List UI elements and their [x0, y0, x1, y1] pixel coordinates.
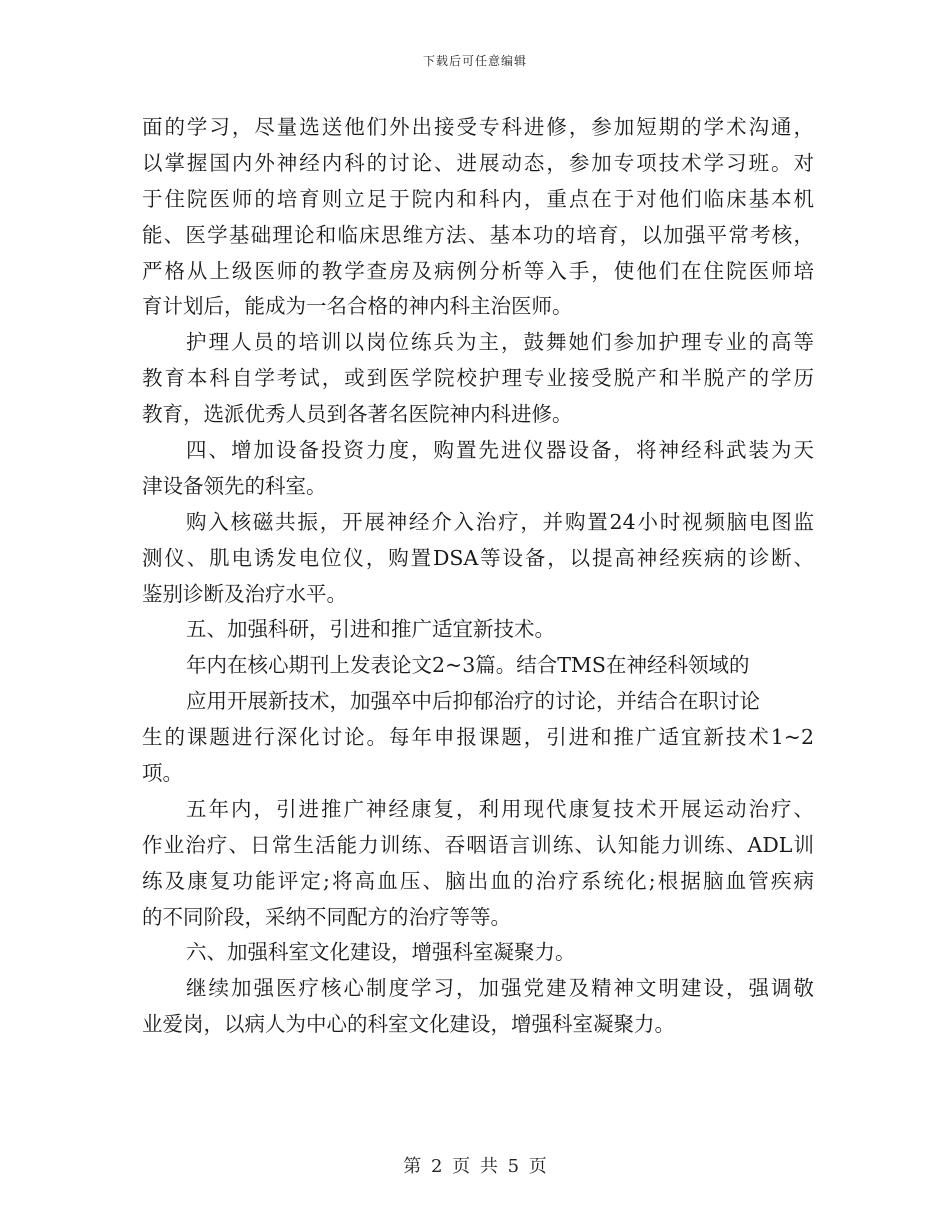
- page-header: 下载后可任意编辑: [422, 54, 527, 68]
- text-line: 能、医学基础理论和临床思维方法、基本功的培育，以加强平常考核，: [142, 222, 814, 247]
- page-number-footer: 第 2 页 共 5 页: [403, 1156, 547, 1177]
- text-line: 项。: [142, 761, 183, 786]
- text-line: 育计划后，能成为一名合格的神内科主治医师。: [142, 294, 573, 319]
- text-line: 作业治疗、日常生活能力训练、吞咽语言训练、认知能力训练、ADL训: [142, 832, 814, 857]
- text-line: 应用开展新技术，加强卒中后抑郁治疗的讨论，并结合在职讨论: [186, 689, 760, 714]
- text-line: 生的课题进行深化讨论。每年申报课题，引进和推广适宜新技术1~2: [142, 725, 814, 750]
- document-body: [142, 110, 814, 1043]
- text-line: 测仪、肌电诱发电位仪，购置DSA等设备，以提高神经疾病的诊断、: [142, 545, 814, 570]
- text-line: 五年内，引进推广神经康复，利用现代康复技术开展运动治疗、: [186, 796, 814, 821]
- text-line: 严格从上级医师的教学查房及病例分析等入手，使他们在住院医师培: [142, 258, 814, 283]
- text-line: 护理人员的培训以岗位练兵为主，鼓舞她们参加护理专业的高等: [186, 330, 814, 355]
- text-line: 教育，选派优秀人员到各著名医院神内科进修。: [142, 402, 573, 427]
- text-line: 教育本科自学考试，或到医学院校护理专业接受脱产和半脱产的学历: [142, 366, 814, 391]
- section-heading: 六、加强科室文化建设，增强科室凝聚力。: [186, 940, 576, 965]
- text-line: 继续加强医疗核心制度学习，加强党建及精神文明建设，强调敬: [186, 976, 814, 1001]
- text-line: 的不同阶段，采纳不同配方的治疗等等。: [142, 904, 511, 929]
- text-line: 鉴别诊断及治疗水平。: [142, 581, 347, 606]
- text-line: 于住院医师的培育则立足于院内和科内，重点在于对他们临床基本机: [142, 186, 814, 211]
- text-line: 购入核磁共振，开展神经介入治疗，并购置24小时视频脑电图监: [186, 509, 814, 534]
- text-line: 年内在核心期刊上发表论文2~3篇。结合TMS在神经科领域的: [186, 653, 750, 678]
- text-line: 练及康复功能评定;将高血压、脑出血的治疗系统化;根据脑血管疾病: [142, 868, 814, 893]
- text-line: 面的学习，尽量选送他们外出接受专科进修，参加短期的学术沟通，: [142, 115, 814, 139]
- text-line: 以掌握国内外神经内科的讨论、进展动态，参加专项技术学习班。对: [142, 150, 814, 175]
- section-heading: 四、增加设备投资力度，购置先进仪器设备，将神经科武装为天: [186, 438, 814, 463]
- section-heading: 津设备领先的科室。: [142, 473, 327, 498]
- text-line: 业爱岗，以病人为中心的科室文化建设，增强科室凝聚力。: [142, 1012, 675, 1037]
- section-heading: 五、加强科研，引进和推广适宜新技术。: [186, 617, 555, 642]
